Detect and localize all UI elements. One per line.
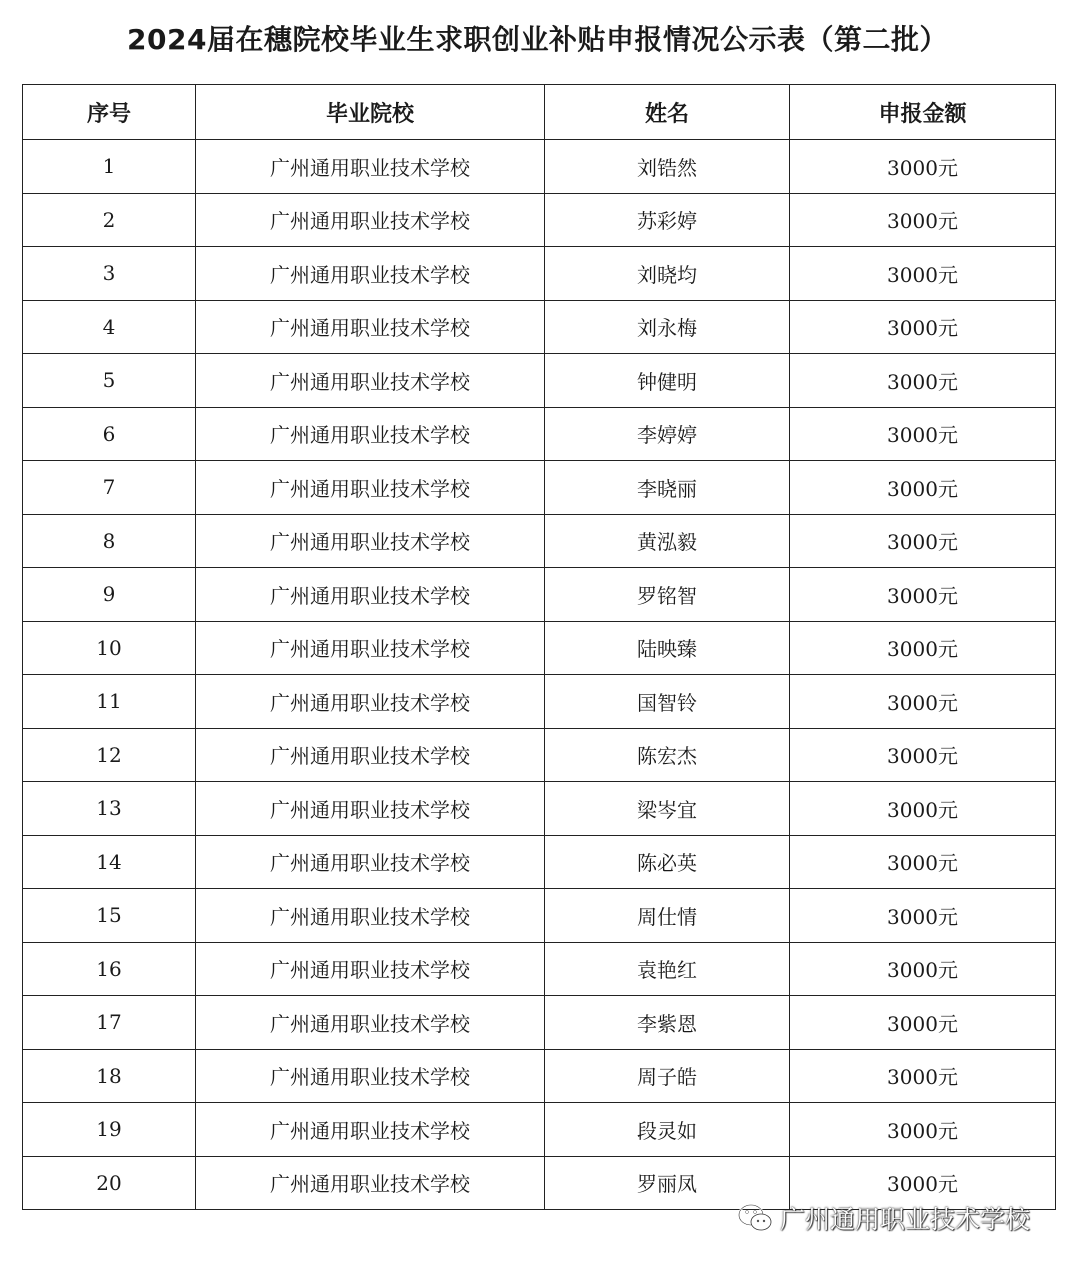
cell-school: 广州通用职业技术学校 (196, 407, 545, 461)
cell-index: 5 (23, 354, 196, 408)
table-row (23, 835, 1056, 889)
cell-index: 20 (23, 1156, 196, 1210)
cell-name: 李晓丽 (545, 461, 790, 515)
cell-name: 刘锆然 (545, 140, 790, 194)
cell-name: 罗丽凤 (545, 1156, 790, 1210)
table-row (23, 942, 1056, 996)
cell-school: 广州通用职业技术学校 (196, 621, 545, 675)
cell-name: 刘永梅 (545, 300, 790, 354)
cell-index: 3 (23, 247, 196, 301)
cell-school: 广州通用职业技术学校 (196, 835, 545, 889)
header-name: 姓名 (545, 85, 790, 140)
table-header-row (23, 85, 1056, 140)
watermark (736, 1196, 1030, 1240)
table-row (23, 675, 1056, 729)
cell-amount: 3000元 (790, 889, 1056, 943)
cell-amount: 3000元 (790, 1156, 1056, 1210)
table-row (23, 193, 1056, 247)
cell-name: 国智铃 (545, 675, 790, 729)
cell-index: 13 (23, 782, 196, 836)
cell-school: 广州通用职业技术学校 (196, 300, 545, 354)
subsidy-table (22, 84, 1056, 1210)
table-row (23, 728, 1056, 782)
header-index: 序号 (23, 85, 196, 140)
cell-name: 李紫恩 (545, 996, 790, 1050)
cell-index: 16 (23, 942, 196, 996)
cell-name: 袁艳红 (545, 942, 790, 996)
cell-name: 罗铭智 (545, 568, 790, 622)
table-row (23, 300, 1056, 354)
cell-school: 广州通用职业技术学校 (196, 675, 545, 729)
cell-index: 10 (23, 621, 196, 675)
cell-index: 17 (23, 996, 196, 1050)
cell-school: 广州通用职业技术学校 (196, 889, 545, 943)
table-row (23, 461, 1056, 515)
cell-school: 广州通用职业技术学校 (196, 514, 545, 568)
cell-school: 广州通用职业技术学校 (196, 354, 545, 408)
table-row (23, 354, 1056, 408)
cell-name: 钟健明 (545, 354, 790, 408)
cell-name: 刘晓均 (545, 247, 790, 301)
cell-index: 7 (23, 461, 196, 515)
cell-amount: 3000元 (790, 140, 1056, 194)
cell-school: 广州通用职业技术学校 (196, 461, 545, 515)
cell-school: 广州通用职业技术学校 (196, 782, 545, 836)
cell-amount: 3000元 (790, 782, 1056, 836)
cell-index: 19 (23, 1103, 196, 1157)
cell-school: 广州通用职业技术学校 (196, 996, 545, 1050)
cell-name: 段灵如 (545, 1103, 790, 1157)
cell-index: 4 (23, 300, 196, 354)
cell-school: 广州通用职业技术学校 (196, 568, 545, 622)
cell-index: 15 (23, 889, 196, 943)
cell-amount: 3000元 (790, 568, 1056, 622)
cell-amount: 3000元 (790, 621, 1056, 675)
table-row (23, 514, 1056, 568)
table-row (23, 568, 1056, 622)
cell-amount: 3000元 (790, 835, 1056, 889)
cell-amount: 3000元 (790, 514, 1056, 568)
cell-name: 苏彩婷 (545, 193, 790, 247)
table-row (23, 1103, 1056, 1157)
cell-name: 周子皓 (545, 1049, 790, 1103)
cell-amount: 3000元 (790, 461, 1056, 515)
cell-index: 9 (23, 568, 196, 622)
cell-index: 14 (23, 835, 196, 889)
header-school: 毕业院校 (196, 85, 545, 140)
cell-school: 广州通用职业技术学校 (196, 140, 545, 194)
cell-amount: 3000元 (790, 193, 1056, 247)
cell-name: 李婷婷 (545, 407, 790, 461)
cell-amount: 3000元 (790, 247, 1056, 301)
cell-index: 18 (23, 1049, 196, 1103)
cell-name: 陆映臻 (545, 621, 790, 675)
cell-school: 广州通用职业技术学校 (196, 1103, 545, 1157)
table-row (23, 407, 1056, 461)
table-row (23, 621, 1056, 675)
cell-name: 周仕情 (545, 889, 790, 943)
wechat-icon (736, 1202, 774, 1234)
cell-amount: 3000元 (790, 942, 1056, 996)
cell-amount: 3000元 (790, 407, 1056, 461)
table-row (23, 996, 1056, 1050)
cell-index: 8 (23, 514, 196, 568)
cell-amount: 3000元 (790, 996, 1056, 1050)
cell-amount: 3000元 (790, 675, 1056, 729)
page-title: 2024届在穗院校毕业生求职创业补贴申报情况公示表（第二批） (127, 23, 948, 56)
cell-index: 6 (23, 407, 196, 461)
watermark-text: 广州通用职业技术学校 (780, 1205, 1031, 1234)
table-row (23, 247, 1056, 301)
cell-index: 1 (23, 140, 196, 194)
cell-school: 广州通用职业技术学校 (196, 247, 545, 301)
table-row (23, 889, 1056, 943)
cell-index: 11 (23, 675, 196, 729)
table-row (23, 782, 1056, 836)
cell-amount: 3000元 (790, 300, 1056, 354)
table-row (23, 1049, 1056, 1103)
cell-name: 黄泓毅 (545, 514, 790, 568)
cell-name: 陈必英 (545, 835, 790, 889)
cell-school: 广州通用职业技术学校 (196, 193, 545, 247)
cell-index: 2 (23, 193, 196, 247)
cell-amount: 3000元 (790, 354, 1056, 408)
cell-school: 广州通用职业技术学校 (196, 1049, 545, 1103)
cell-school: 广州通用职业技术学校 (196, 1156, 545, 1210)
cell-school: 广州通用职业技术学校 (196, 728, 545, 782)
cell-amount: 3000元 (790, 1103, 1056, 1157)
header-amount: 申报金额 (790, 85, 1056, 140)
cell-amount: 3000元 (790, 1049, 1056, 1103)
table-row (23, 140, 1056, 194)
cell-amount: 3000元 (790, 728, 1056, 782)
cell-name: 梁岑宜 (545, 782, 790, 836)
table-body (23, 140, 1056, 1210)
cell-school: 广州通用职业技术学校 (196, 942, 545, 996)
cell-index: 12 (23, 728, 196, 782)
cell-name: 陈宏杰 (545, 728, 790, 782)
